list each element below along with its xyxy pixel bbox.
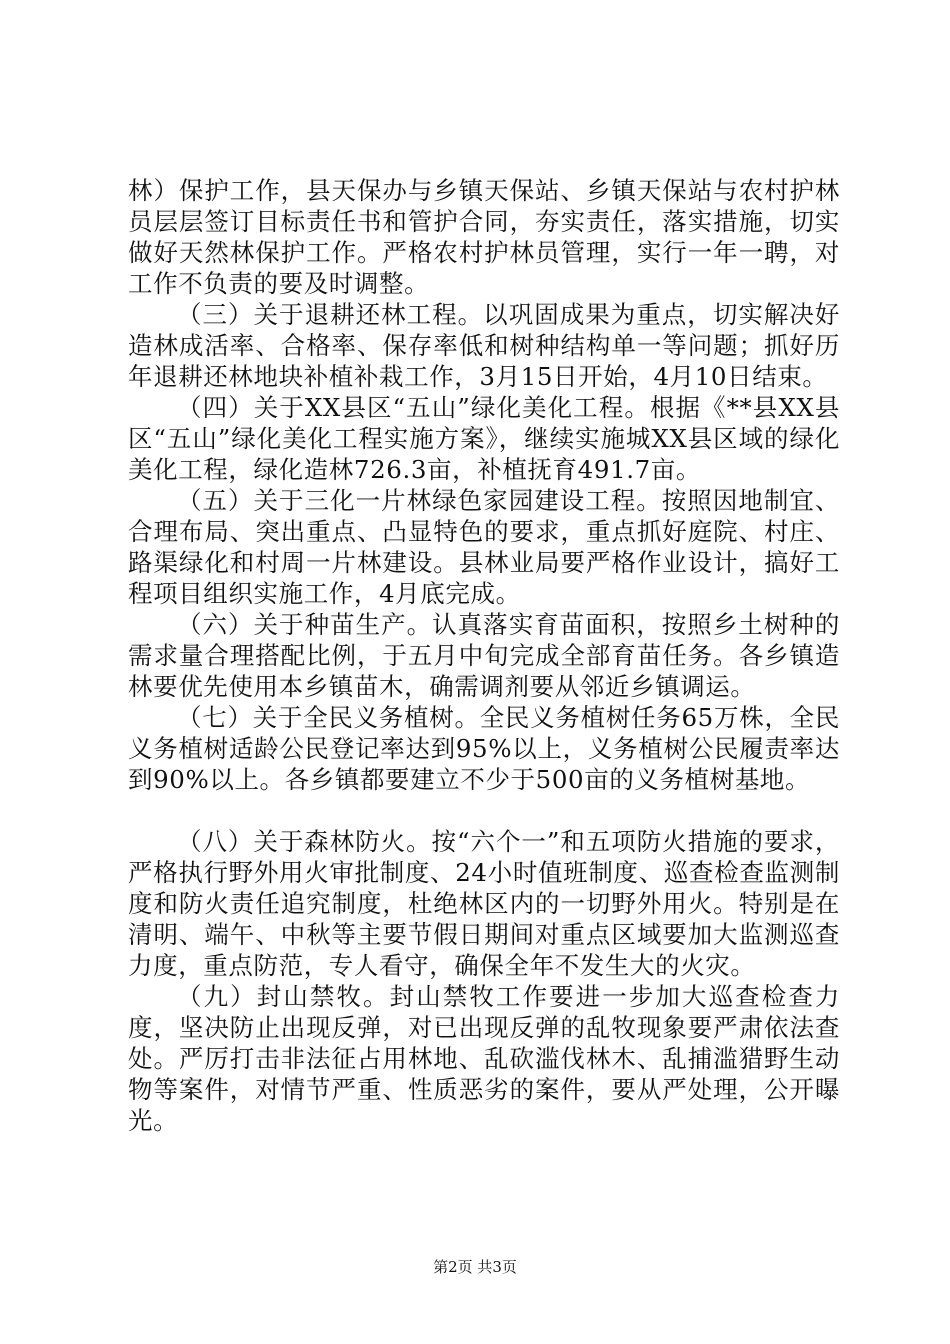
document-body bbox=[128, 175, 840, 1136]
paragraph-item-5: （五）关于三化一片林绿色家园建设工程。按照因地制宜、合理布局、突出重点、凸显特色的要求，重点抓好庭院、村庄、路渠绿化和村周一片林建设。县林业局要严格作业设计，搞好工程项目组织实施工作，4月底完成。 bbox=[128, 486, 840, 608]
paragraph-item-8: （八）关于森林防火。按“六个一”和五项防火措施的要求，严格执行野外用火审批制度、24小时值班制度、巡查检查监测制度和防火责任追究制度，杜绝林区内的一切野外用火。特别是在清明、端午、中秋等主要节假日期间对重点区域要加大监测巡查力度，重点防范，专人看守，确保全年不发生大的火灾。 bbox=[128, 827, 840, 980]
paragraph-item-7: （七）关于全民义务植树。全民义务植树任务65万株，全民义务植树适龄公民登记率达到95%以上，义务植树公民履责率达到90%以上。各乡镇都要建立不少于500亩的义务植树基地。 bbox=[128, 703, 840, 794]
paragraph-item-9: （九）封山禁牧。封山禁牧工作要进一步加大巡查检查力度，坚决防止出现反弹，对已出现反弹的乱牧现象要严肃依法查处。严厉打击非法征占用林地、乱砍滥伐林木、乱捕滥猎野生动物等案件，对情节严重、性质恶劣的案件，要从严处理，公开曝光。 bbox=[128, 982, 840, 1135]
page-footer: 第2页 共3页 bbox=[433, 1258, 517, 1276]
paragraph-continuation: 林）保护工作，县天保办与乡镇天保站、乡镇天保站与农村护林员层层签订目标责任书和管护合同，夯实责任，落实措施，切实做好天然林保护工作。严格农村护林员管理，实行一年一聘，对工作不负责的要及时调整。 bbox=[128, 176, 840, 298]
paragraph-item-4: （四）关于XX县区“五山”绿化美化工程。根据《**县XX县区“五山”绿化美化工程实施方案》，继续实施城XX县区域的绿化美化工程，绿化造林726.3亩，补植抚育491.7亩。 bbox=[128, 393, 840, 484]
paragraph-item-6: （六）关于种苗生产。认真落实育苗面积，按照乡土树种的需求量合理搭配比例，于五月中旬完成全部育苗任务。各乡镇造林要优先使用本乡镇苗木，确需调剂要从邻近乡镇调运。 bbox=[128, 610, 840, 701]
paragraph-item-3: （三）关于退耕还林工程。以巩固成果为重点，切实解决好造林成活率、合格率、保存率低和树种结构单一等问题；抓好历年退耕还林地块补植补栽工作，3月15日开始，4月10日结束。 bbox=[128, 300, 840, 391]
